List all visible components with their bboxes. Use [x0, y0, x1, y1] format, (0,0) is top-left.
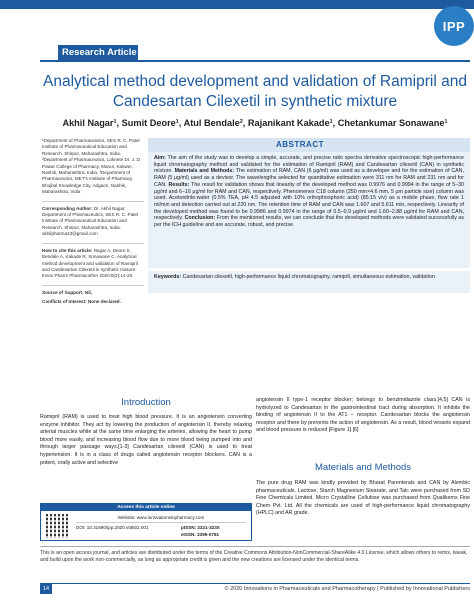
page-number: 14: [40, 584, 52, 594]
sidebar-info: [42, 138, 144, 309]
intro-continuation-text: angiotensin II type-1 receptor blocker; belongs to benzimidazole class.[4,5] CAN is hydrolyzed to Candesartan in the gastrointestinal tract during absorption. It inhibits the binding of angiotensin II to the AT1 – receptor. Candesartan blocks the angiotensin receptor and there by prevents the action of angiotensin. As a result, blood vessels expand and blood pressure is reduced [Figure 1].[6]: [256, 397, 470, 434]
abstract-body: Aim: The aim of the study was to develop a simple, accurate, and precise ratio spectra derivative spectroscopic high-performance liquid chromatography method and validated for the estimation of Ramipril (RAM) and Candesartan cilexetil (CAN) in synthetic mixture. Materials and Methods: The estimation of RAM, CAN (6 μg/ml) was used as a developer and for the estimation of CAN, RAM (5 μg/ml) used as a devisor. The wavelengths selected for quantitative estimation were 311 nm for RAM and 231 nm and for CAN. Results: The result for validation shows that linearity of the developed method was 0.9976 and 0.9994 in the range of 5–30 μg/ml and 6–16 μg/ml for RAM and CAN, respectively. Phenomenex C18 column (250 mm×4.6 mm, 5 μm particle size) column was used. Acetonitrile:water (0.5% TEA, pH 4.5 adjusted with 10% orthophosphoric acid) (85:15 v/v) as a mobile phase, flow rate 1 ml/min and detection carried out at 220 nm. The retention time of RAM and CAN was 1.607 and 5.611 min, respectively. Linearity of the developed method was found to be 0.9986 and 0.9974 in the range of 0.5–0.9 μg/ml and 1.60–2.88 μg/ml for RAM and CAN, respectively. Conclusion: From the mentioned results, we can conclude that the developed methods were validated successfully as per the ICH guideline and are accurate, robust, and precise.: [154, 155, 464, 229]
cite-label: How to cite this article:: [42, 247, 93, 253]
affiliations: ¹Department of Pharmaceutics, SES R. C. Patel Institute of Pharmaceutical Education and Research, Shirpur, Maharashtra, India. ²Department of Pharmaceutics, Loknete Dr. J. D. Pawar College of Pharmacy, Manur, Kalwan, Nashik, Maharashtra, India. ³Department of Pharmaceutics, MET's Institute of Pharmacy, Bhujbal Knowledge City, Adgaon, Nashik, Maharashtra, India: [42, 138, 142, 195]
access-online-box: [40, 503, 252, 541]
license-statement: This is an open access journal, and articles are distributed under the terms of the Creative Commons Attribution-NonCommercial-ShareAlike 4.0 License, which allows others to remix, tweak, and build upon the work non-commercially, as long as appropriate credit is given and the new creations are licensed under the identical terms.: [40, 546, 470, 563]
publisher-logo: IPP: [434, 6, 474, 46]
article-title: Analytical method development and validation of Ramipril and Candesartan Cilexetil in synthetic mixture: [43, 73, 467, 110]
top-accent-bar: [0, 0, 474, 9]
author-list: Akhil Nagar¹, Sumit Deore¹, Atul Bendale², Rajanikant Kakade¹, Chetankumar Sonawane¹: [62, 118, 448, 128]
article-type-label: Research Article: [58, 45, 138, 60]
introduction-heading: Introduction: [121, 397, 171, 408]
keywords-box: Keywords: Candesartan cilexetil, high-performance liquid chromatography, ramipril, simultaneous estimation, validation: [148, 271, 470, 293]
journal-website-link[interactable]: Website: www.innovationsinpharmacy.com: [76, 515, 246, 523]
issn-info: pISSN: 2321-323X eISSN: 2395-0781: [181, 525, 220, 537]
access-heading: Access this article online: [41, 504, 251, 511]
abstract-box: [148, 138, 470, 268]
correspondence: [42, 201, 144, 238]
introduction-text: Ramipril (RAM) is used to treat high blood pressure. It is an angiotensin converting enzyme inhibitor. They act by lowering the production of angiotensin II, thereby relaxing arterial muscles while at the same time enlarging the arteries, allowing the heart to pump blood more easily, and increasing blood flow due to more blood being pumped into and through larger passage ways.[1-3] Candesartan cilexetil (CAN) is used to treat hypertension. It is in a class of drugs called angiotensin receptor blockers. CAN is a potent, orally active and selective: [40, 414, 252, 466]
cite-text: Nagar A, Deore S, Bendale A, Kakade R, Sonawane C. Analytical method development and validation of Ramipril and Candesartan Cilexetil in synthetic mixture. Innov Pharm Pharmacother 2020;8(2):14-20.: [42, 247, 138, 279]
materials-text: The pure drug RAM was kindly provided by Bharat Parenterals and CAN by Alembic pharmaceuticals. Lactose, Starch Magnesium Stearate, and Talc were purchased from SD Fine Chemicals Limited. Micro Crystalline Cellulose was purchased from Qualikems Fine Chem Pvt. Ltd. All the chemicals are used of high-performance liquid chromatography (HPLC) and AR grade.: [256, 480, 470, 517]
qr-code-icon: [46, 514, 70, 538]
header-divider: [40, 60, 470, 62]
materials-heading: Materials and Methods: [314, 462, 412, 473]
footer-copyright: © 2020 Innovations in Pharmaceuticals and Pharmacotherapy | Published by Innovational Publishers: [224, 586, 470, 592]
correspondence-text: Dr. Akhil Nagar, Department of Pharmaceutics, SES R. C. Patel Institute of Pharmaceutical Education and Research, Shirpur, Maharashtra, India. akhilpharma23@gmail.com: [42, 205, 138, 237]
doi-link[interactable]: DOI: 10.31690/ipp.2020.v08i02.001: [76, 525, 149, 530]
support-source: Source of Support: Nil,: [42, 285, 144, 296]
correspondence-label: Corresponding Author:: [42, 205, 93, 211]
page-footer: [40, 583, 470, 593]
conflict-statement: Conflicts of Interest: None declared.: [42, 299, 121, 305]
citation: [42, 243, 144, 280]
abstract-heading: ABSTRACT: [148, 138, 470, 152]
